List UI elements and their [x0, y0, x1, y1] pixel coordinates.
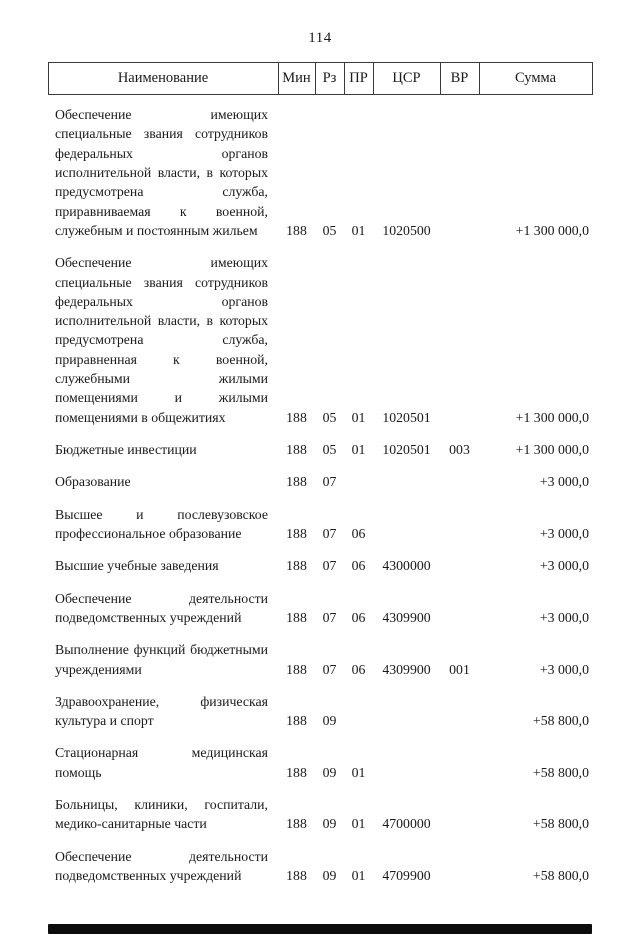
- table-row: [48, 546, 592, 578]
- table-row: [48, 495, 592, 547]
- row-name-cell: Больницы, клиники, госпитали, медико-санитарные части: [55, 797, 268, 832]
- row-pr-cell: 01: [351, 442, 366, 457]
- row-min-cell: 188: [286, 442, 307, 457]
- row-vr-cell: [440, 546, 479, 578]
- row-name-cell: Обеспечение деятельности подведомственных учреждений: [55, 590, 268, 625]
- budget-table: [48, 62, 593, 888]
- row-sum-cell: +58 800,0: [532, 764, 589, 780]
- row-vr-cell: 001: [449, 661, 470, 677]
- row-rz-cell: 09: [322, 816, 337, 832]
- row-pr-cell: 06: [351, 558, 366, 574]
- row-rz-cell: 07: [322, 609, 337, 625]
- row-min-cell: 188: [286, 222, 307, 238]
- header-pr: ПР: [344, 63, 373, 95]
- row-pr-cell: 06: [351, 609, 366, 625]
- table-header: [48, 63, 592, 95]
- row-sum-cell: +1 300 000,0: [515, 442, 589, 457]
- row-pr-cell: 01: [351, 816, 366, 832]
- row-min-cell: 188: [286, 816, 307, 832]
- row-sum-cell: +3 000,0: [539, 525, 589, 541]
- scan-artifact-bar: [48, 924, 592, 934]
- row-rz-cell: 05: [322, 409, 337, 425]
- row-vr-cell: [440, 462, 479, 494]
- row-rz-cell: 09: [322, 713, 337, 729]
- table-row: [48, 430, 592, 462]
- row-csr-cell: 1020501: [382, 442, 431, 457]
- row-sum-cell: +1 300 000,0: [515, 222, 589, 238]
- row-pr-cell: [344, 682, 373, 734]
- row-rz-cell: 09: [322, 764, 337, 780]
- row-name-cell: Высшие учебные заведения: [55, 558, 219, 574]
- row-pr-cell: 01: [351, 868, 366, 883]
- table-row: [48, 579, 592, 631]
- row-min-cell: 188: [286, 868, 307, 883]
- table-row: [48, 243, 592, 430]
- row-pr-cell: [344, 462, 373, 494]
- table-row: [48, 95, 592, 244]
- row-csr-cell: 4700000: [382, 816, 431, 832]
- header-name: Наименование: [48, 63, 278, 95]
- row-csr-cell: [373, 495, 440, 547]
- row-sum-cell: +3 000,0: [539, 661, 589, 677]
- row-min-cell: 188: [286, 764, 307, 780]
- row-csr-cell: 4709900: [382, 868, 431, 883]
- page-number: 114: [308, 30, 332, 46]
- row-name-cell: Высшее и послевузовское профессиональное образование: [55, 506, 268, 541]
- row-csr-cell: [373, 682, 440, 734]
- table-row: [48, 837, 592, 889]
- row-sum-cell: +1 300 000,0: [515, 409, 589, 425]
- row-rz-cell: 07: [322, 558, 337, 574]
- row-pr-cell: 06: [351, 661, 366, 677]
- header-row: [48, 63, 592, 95]
- row-min-cell: 188: [286, 474, 307, 490]
- row-pr-cell: 01: [351, 222, 366, 238]
- table-row: [48, 462, 592, 494]
- row-min-cell: 188: [286, 713, 307, 729]
- header-vr: ВР: [440, 63, 479, 95]
- row-csr-cell: 4309900: [382, 609, 431, 625]
- header-rz: Рз: [315, 63, 344, 95]
- table-row: [48, 785, 592, 837]
- row-min-cell: 188: [286, 661, 307, 677]
- row-sum-cell: +3 000,0: [539, 474, 589, 490]
- row-vr-cell: [440, 495, 479, 547]
- row-rz-cell: 07: [322, 474, 337, 490]
- table-row: [48, 682, 592, 734]
- row-rz-cell: 05: [322, 222, 337, 238]
- row-min-cell: 188: [286, 409, 307, 425]
- row-name-cell: Здравоохранение, физическая культура и спорт: [55, 693, 268, 729]
- row-rz-cell: 05: [322, 442, 337, 457]
- header-min: Мин: [278, 63, 315, 95]
- row-vr-cell: [440, 95, 479, 244]
- row-csr-cell: 1020500: [382, 222, 431, 238]
- row-name-cell: Образование: [55, 474, 131, 490]
- row-name-cell: Обеспечение имеющих специальные звания сотрудников федеральных органов исполнительной власти, в которых предусмотрена служба, приравненная к военной, служебными жилыми помещениями и жилыми помещениями в общежитиях: [55, 255, 268, 425]
- row-csr-cell: [373, 462, 440, 494]
- row-vr-cell: [440, 785, 479, 837]
- row-min-cell: 188: [286, 525, 307, 541]
- row-sum-cell: +58 800,0: [532, 816, 589, 832]
- row-pr-cell: 01: [351, 409, 366, 425]
- header-csr: ЦСР: [373, 63, 440, 95]
- row-pr-cell: 01: [351, 764, 366, 780]
- row-csr-cell: 4309900: [382, 661, 431, 677]
- header-sum: Сумма: [479, 63, 592, 95]
- row-sum-cell: +3 000,0: [539, 609, 589, 625]
- table-row: [48, 630, 592, 682]
- row-csr-cell: 4300000: [382, 558, 431, 574]
- table-row: [48, 733, 592, 785]
- row-vr-cell: [440, 579, 479, 631]
- row-csr-cell: 1020501: [382, 409, 431, 425]
- row-name-cell: Стационарная медицинская помощь: [55, 745, 268, 780]
- table-body: [48, 95, 592, 889]
- row-sum-cell: +58 800,0: [532, 868, 589, 883]
- row-sum-cell: +58 800,0: [532, 713, 589, 729]
- row-vr-cell: 003: [449, 442, 470, 457]
- row-rz-cell: 07: [322, 525, 337, 541]
- row-rz-cell: 09: [322, 868, 337, 883]
- row-vr-cell: [440, 682, 479, 734]
- row-sum-cell: +3 000,0: [539, 558, 589, 574]
- row-vr-cell: [440, 243, 479, 430]
- row-min-cell: 188: [286, 609, 307, 625]
- row-name-cell: Бюджетные инвестиции: [55, 442, 197, 457]
- row-vr-cell: [440, 733, 479, 785]
- row-name-cell: Выполнение функций бюджетными учреждениями: [55, 642, 268, 677]
- row-csr-cell: [373, 733, 440, 785]
- row-name-cell: Обеспечение имеющих специальные звания сотрудников федеральных органов исполнительной власти, в которых предусмотрена служба, приравниваемая к военной, служебным и постоянным жильем: [55, 107, 268, 238]
- row-name-cell: Обеспечение деятельности подведомственных учреждений: [55, 848, 268, 883]
- row-min-cell: 188: [286, 558, 307, 574]
- row-pr-cell: 06: [351, 525, 366, 541]
- row-vr-cell: [440, 837, 479, 889]
- row-rz-cell: 07: [322, 661, 337, 677]
